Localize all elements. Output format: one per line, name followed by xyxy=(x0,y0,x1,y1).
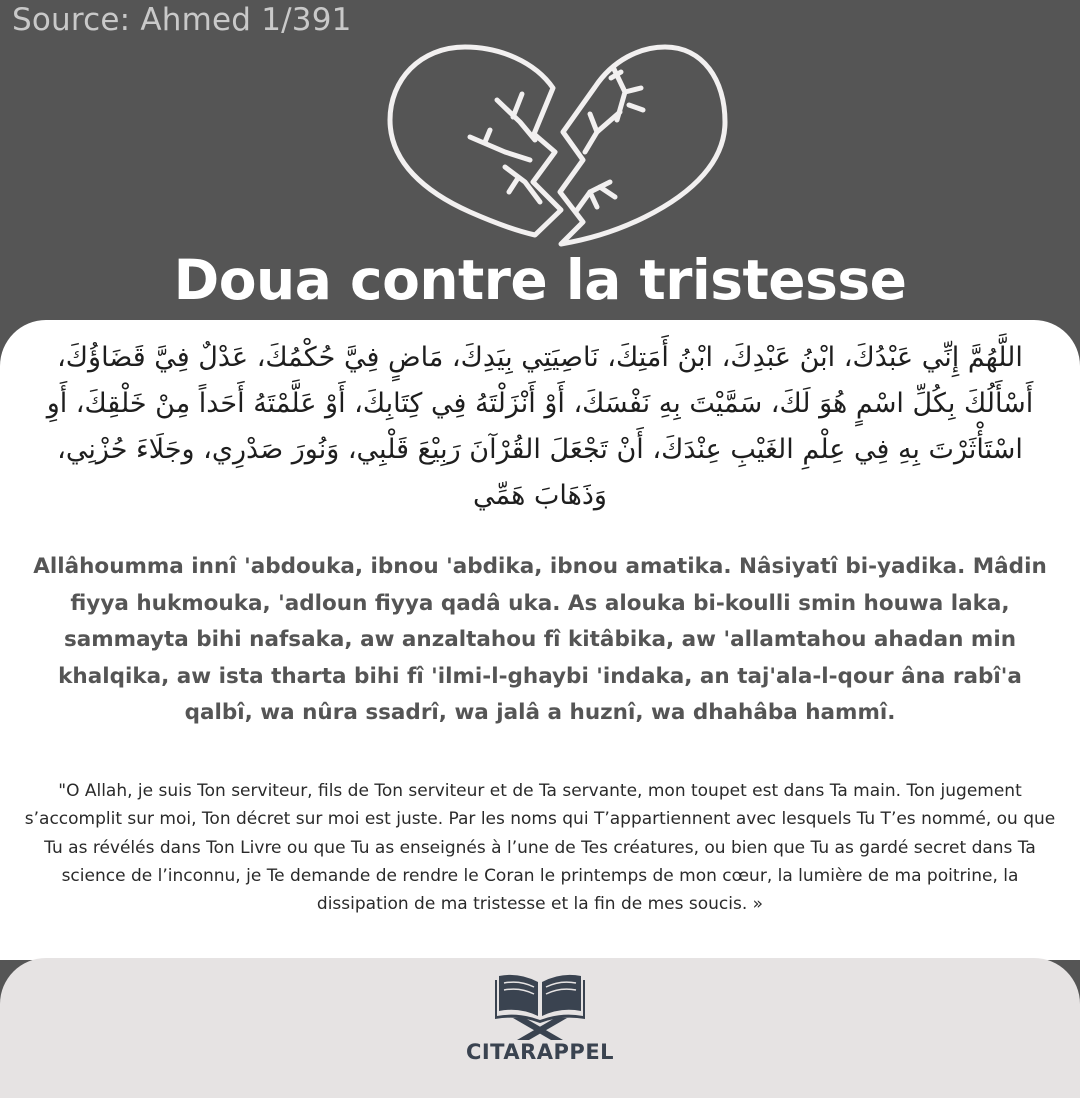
broken-heart-icon xyxy=(385,42,730,257)
brand-name: CITARAPPEL xyxy=(465,1040,615,1064)
french-translation-text: "O Allah, je suis Ton serviteur, fils de Ton serviteur et de Ta servante, mon toupet est dans Ta main. Ton jugement s’accomplit sur moi, Ton décret sur moi est juste. Par les noms qui T’appartiennent avec lesquels Tu T’es nommé, ou que Tu as révélés dans Ton Livre ou que Tu as enseignés à l’une de Tes créatures, ou bien que Tu as gardé secret dans Ta science de l’inconnu, je Te demande de rendre le Coran le printemps de mon cœur, la lumière de ma poitrine, la dissipation de ma tristesse et la fin de mes soucis. » xyxy=(24,781,1056,915)
open-quran-on-stand-icon xyxy=(495,968,585,1040)
arabic-dua-text: اللَّهُمَّ إِنِّي عَبْدُكَ، ابْنُ عَبْدِكَ، ابْنُ أَمَتِكَ، نَاصِيَتِي بِيَدِكَ، مَاضٍ فِيَّ حُكْمُكَ، عَدْلٌ فِيَّ قَضَاؤُكَ، أَسْأَلُكَ بِكُلِّ اسْمٍ هُوَ لَكَ، سَمَّيْتَ بِهِ نَفْسَكَ، أَوْ أَنْزَلْتَهُ فِي كِتَابِكَ، أَوْ عَلَّمْتَهُ أَحَداً مِنْ خَلْقِكَ، أَوِ اسْتَأْثَرْتَ بِهِ فِي عِلْمِ الغَيْبِ عِنْدَكَ، أَنْ تَجْعَلَ القُرْآنَ رَبِيْعَ قَلْبِي، وَنُورَ صَدْرِي، وجَلَاءَ حُزْنِي، وَذَهَابَ هَمِّي xyxy=(46,342,1034,511)
transliteration-text: Allâhoumma innî 'abdouka, ibnou 'abdika, ibnou amatika. Nâsiyatî bi-yadika. Mâdin fiyya hukmouka, 'adloun fiyya qadâ uka. As alouka bi-koulli smin houwa laka, sammayta bihi nafsaka, aw anzaltahou fî kitâbika, aw 'allamtahou ahadan min khalqika, aw ista tharta bihi fî 'ilmi-l-ghaybi 'indaka, an taj'ala-l-qour âna rabî'a qalbî, wa nûra ssadrî, wa jalâ a huznî, wa dhahâba hammî. xyxy=(33,554,1047,725)
page-title: Doua contre la tristesse xyxy=(173,248,907,312)
source-label: Source: Ahmed 1/391 xyxy=(12,2,352,38)
